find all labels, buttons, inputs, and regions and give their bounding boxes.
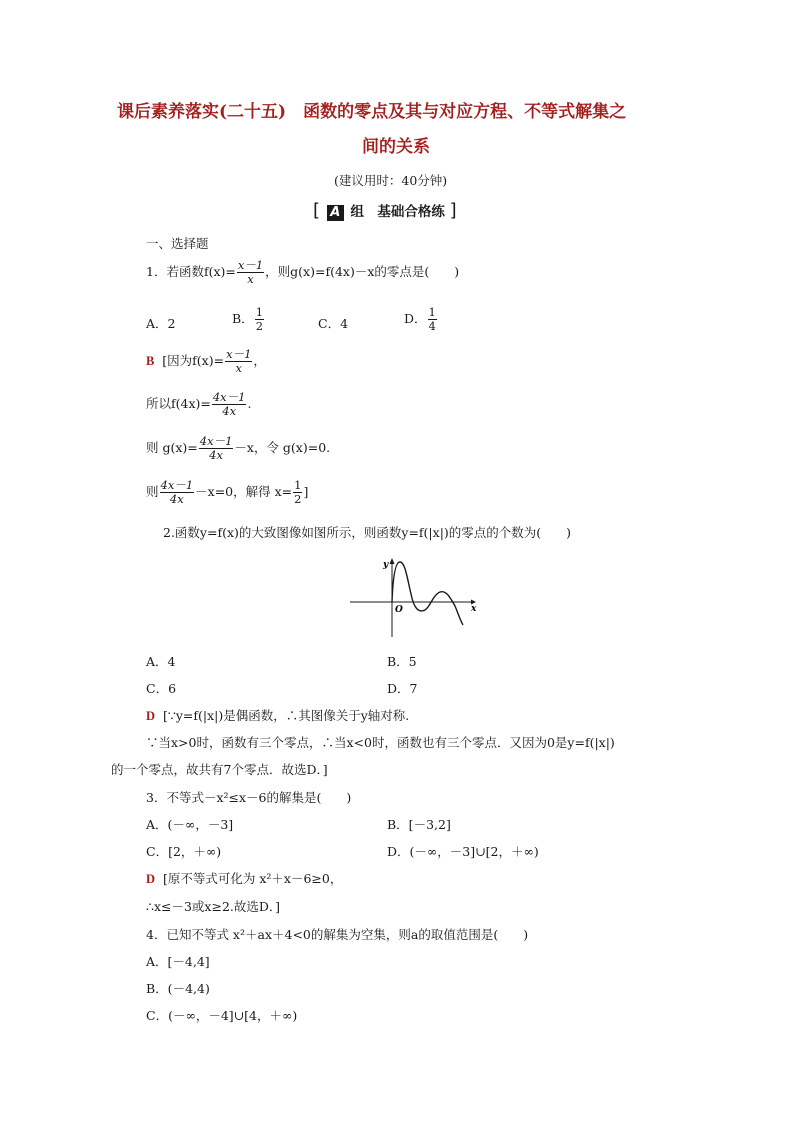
q2-answer-letter: D — [146, 709, 156, 723]
function-curve — [392, 562, 463, 625]
section-heading: 一、选择题 — [146, 236, 209, 251]
q1-solution-3: 则 g(x)= $\frac{4x-1}{4x}$ －x，令 g(x)=0. — [146, 434, 331, 462]
q1-solution-4: 则 $\frac{4x-1}{4x}$ －x=0，解得 x= $\frac{1}{2}$ ] — [146, 478, 309, 506]
q1-stem: 1．若函数f(x)= $\frac{x-1}{x}$ ，则g(x)=f(4x)－x的零点是( ) — [146, 258, 460, 286]
q1-answer-letter: B — [146, 354, 155, 368]
q2-option-d: D．7 — [387, 681, 418, 696]
group-badge: A — [327, 205, 344, 221]
q3-option-c: C．[2，＋∞) — [146, 844, 222, 859]
q1-option-d: D． $\frac{1}{4}$ — [404, 305, 436, 333]
page-title-line1: 课后素养落实(二十五) 函数的零点及其与对应方程、不等式解集之 — [117, 102, 627, 122]
q3-solution-1: D [原不等式可化为 x²＋x－6≥0， — [146, 871, 343, 886]
q2-solution-1: D [∵y=f(|x|)是偶函数，∴其图像关于y轴对称. — [146, 708, 410, 723]
q4-stem: 4．已知不等式 x²＋ax＋4<0的解集为空集，则a的取值范围是( ) — [146, 927, 529, 942]
q1-option-c: C．4 — [318, 316, 349, 331]
q1-solution-2: 所以f(4x)= $\frac{4x-1}{4x}$ . — [146, 390, 252, 418]
axis-x-label: x — [471, 604, 477, 614]
q2-option-b: B．5 — [387, 654, 417, 669]
q2-solution-3: 的一个零点，故共有7个零点．故选D．] — [111, 762, 328, 777]
origin-label: O — [395, 605, 403, 615]
page-title-line2: 间的关系 — [362, 137, 430, 157]
q1-solution-1: B [因为f(x)= $\frac{x-1}{x}$ ， — [146, 347, 266, 375]
q3-answer-letter: D — [146, 872, 156, 886]
q3-option-b: B．[－3,2] — [387, 817, 451, 832]
y-axis-arrow — [390, 558, 395, 564]
q4-option-b: B．(－4,4) — [146, 981, 210, 996]
q3-solution-2: ∴x≤－3或x≥2.故选D．] — [146, 899, 281, 914]
q2-stem: 2.函数y=f(x)的大致图像如图所示，则函数y=f(|x|)的零点的个数为( ) — [163, 525, 572, 540]
q3-option-a: A．(－∞，－3] — [146, 817, 234, 832]
q3-stem: 3．不等式－x²≤x－6的解集是( ) — [146, 790, 352, 805]
q2-solution-2: ∵当x>0时，函数有三个零点，∴当x<0时，函数也有三个零点．又因为0是y=f(|x|) — [146, 735, 615, 750]
q2-function-graph — [345, 553, 480, 639]
q4-option-c: C．(－∞，－4]∪[4，＋∞) — [146, 1008, 298, 1023]
q2-option-c: C．6 — [146, 681, 177, 696]
q1-option-b: B． $\frac{1}{2}$ — [232, 305, 264, 333]
q3-option-d: D．(－∞，－3]∪[2，＋∞) — [387, 844, 539, 859]
group-heading: [ A 组 基础合格练 ] — [313, 200, 457, 221]
time-hint: (建议用时：40分钟) — [334, 173, 448, 188]
q1-option-a: A．2 — [146, 316, 176, 331]
axis-y-label: y — [383, 560, 389, 570]
q4-option-a: A．[－4,4] — [146, 954, 210, 969]
q2-option-a: A．4 — [146, 654, 176, 669]
